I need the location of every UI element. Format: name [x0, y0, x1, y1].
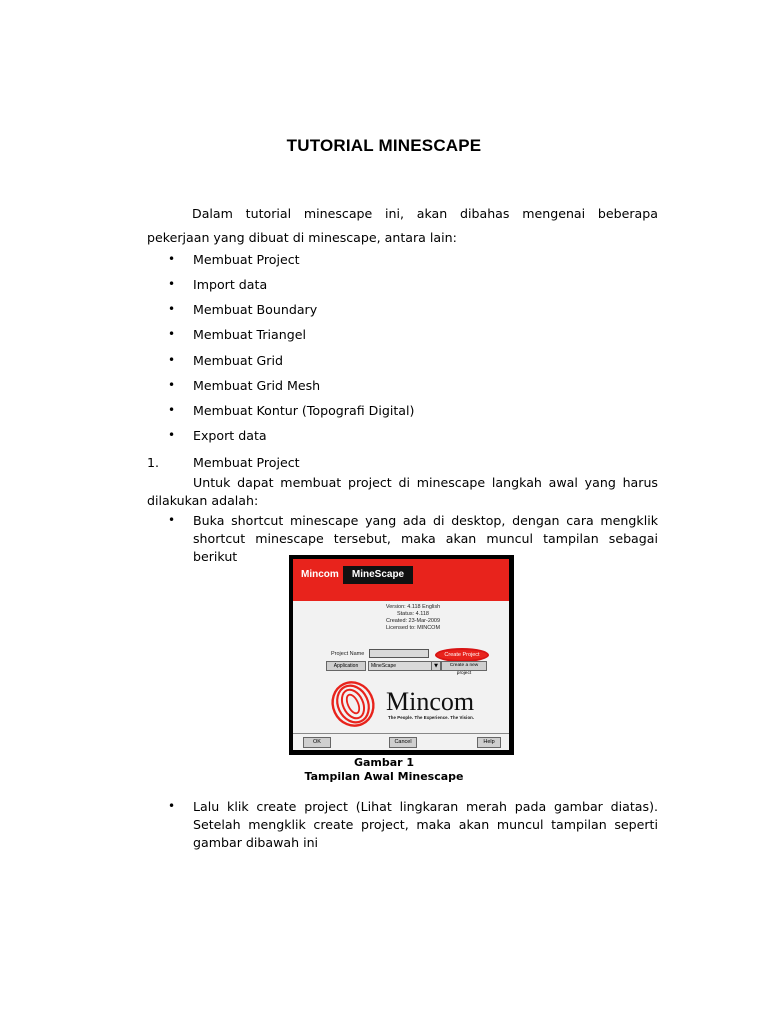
minescape-screenshot — [289, 555, 514, 755]
list-item-text: Export data — [193, 428, 267, 443]
list-item-text: Import data — [193, 277, 268, 292]
logo-tagline: The People. The Experience. The Vision. — [388, 715, 475, 720]
bullet-icon: • — [168, 302, 176, 316]
list-item-text: Membuat Kontur (Topografi Digital) — [193, 403, 415, 418]
create-project-button[interactable]: Create Project — [435, 648, 489, 662]
status-text: Status: 4.118 — [396, 611, 429, 617]
brand-minescape: MineScape — [343, 566, 413, 584]
page-title: TUTORIAL MINESCAPE — [286, 136, 482, 155]
chevron-down-icon[interactable]: ▼ — [431, 661, 441, 671]
project-name-label: Project Name — [331, 651, 365, 657]
list-item-text: Membuat Grid — [193, 353, 283, 368]
minescape-window — [293, 559, 509, 750]
logo-wordmark: Mincom — [386, 687, 475, 716]
application-select[interactable]: MineScape — [368, 661, 432, 671]
application-button[interactable]: Application — [326, 661, 366, 671]
bullet-icon: • — [168, 252, 176, 266]
intro-paragraph: Dalam tutorial minescape ini, akan dibahas mengenai beberapa pekerjaan yang dibuat di minescape, antara lain: — [147, 206, 658, 245]
bullet-icon: • — [168, 428, 176, 442]
version-text: Version: 4.118 English — [385, 604, 441, 610]
section-title: Membuat Project — [193, 455, 300, 470]
version-info — [353, 604, 473, 632]
bullet-icon: • — [168, 799, 176, 813]
bullet-icon: • — [168, 353, 176, 367]
cancel-button[interactable]: Cancel — [389, 737, 417, 748]
step-2-text: Lalu klik create project (Lihat lingkaran merah pada gambar diatas). Setelah mengklik create project, maka akan muncul tampilan seperti gambar dibawah ini — [193, 799, 658, 850]
project-name-input[interactable] — [369, 649, 429, 658]
created-text: Created: 23-Mar-2009 — [385, 618, 441, 624]
bullet-icon: • — [168, 277, 176, 291]
bullet-icon: • — [168, 378, 176, 392]
divider — [293, 733, 509, 734]
step-1-text: Buka shortcut minescape yang ada di desktop, dengan cara mengklik shortcut minescape tersebut, maka akan muncul tampilan sebagai berikut — [193, 513, 658, 564]
mincom-logo-icon — [325, 679, 385, 729]
list-item-text: Membuat Grid Mesh — [193, 378, 321, 393]
list-item-text: Membuat Triangel — [193, 327, 306, 342]
section-paragraph-text: Untuk dapat membuat project di minescape langkah awal yang harus dilakukan adalah: — [147, 475, 658, 508]
license-text: Licensed to: MINCOM — [385, 625, 441, 631]
figure-caption-title: Tampilan Awal Minescape — [304, 770, 464, 783]
list-item-text: Membuat Boundary — [193, 302, 318, 317]
bullet-icon: • — [168, 513, 176, 527]
list-item-text: Membuat Project — [193, 252, 300, 267]
bullet-icon: • — [168, 403, 176, 417]
section-number: 1. — [147, 455, 160, 470]
help-button[interactable]: Help — [477, 737, 501, 748]
figure-caption-label: Gambar 1 — [353, 756, 415, 769]
bullet-icon: • — [168, 327, 176, 341]
ok-button[interactable]: OK — [303, 737, 331, 748]
minescape-header-bar — [293, 559, 509, 601]
create-new-project-button[interactable]: Create a new project — [441, 661, 487, 671]
section-paragraph — [147, 474, 658, 510]
brand-mincom: Mincom — [301, 569, 339, 580]
